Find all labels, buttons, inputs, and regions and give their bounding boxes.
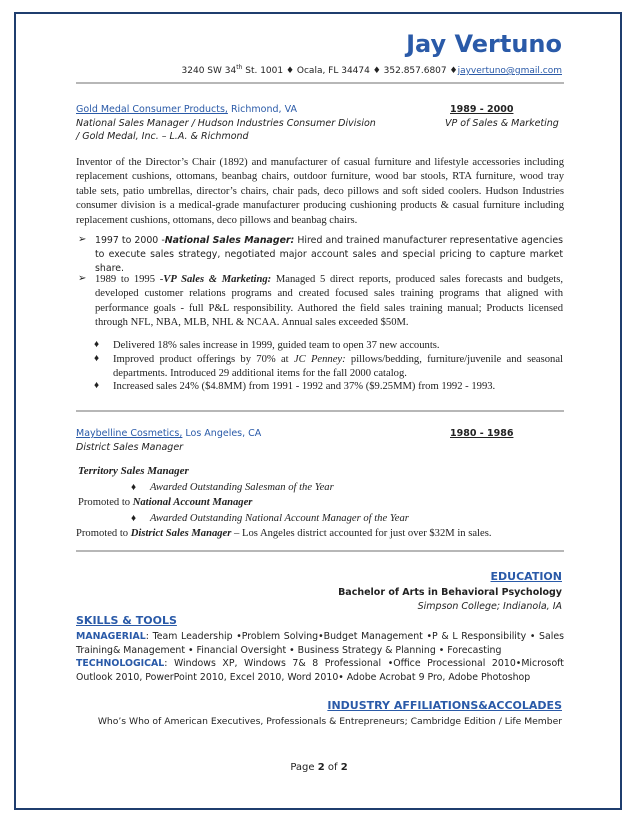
technological-label: TECHNOLOGICAL (76, 658, 165, 669)
technological-text: : Windows XP, Windows 7& 8 Professional •Office Processional 2010•Microsoft Outlook 2010, PowerPoint 2010, Excel 2010, Word 2010• Adobe Acrobat 9 Pro, Adobe Photoshop (76, 658, 564, 683)
job1-b1-text: Hired and trained manufacturer representative agencies to execute sales strategy, negotiated major account sales and special pricing to capture market share. (95, 235, 563, 274)
page-label: Page (290, 762, 318, 773)
job2-award2: Awarded Outstanding National Account Manager of the Year (150, 513, 409, 524)
header-divider (76, 82, 564, 84)
job2-promo2-pre: Promoted to (76, 528, 131, 539)
job1-sub2 (113, 353, 563, 382)
job1-dates: 1989 - 2000 (450, 104, 514, 115)
section-divider (76, 550, 564, 552)
arrow-bullet-icon: ➢ (78, 234, 87, 245)
job2-promo1-pre: Promoted to (78, 497, 133, 508)
job2-title: District Sales Manager (76, 442, 184, 453)
arrow-bullet-icon: ➢ (78, 273, 87, 284)
page-of: of (324, 762, 341, 773)
diamond-bullet-icon: ♦ (94, 339, 100, 350)
candidate-name: Jay Vertuno (406, 30, 562, 58)
diamond-bullet-icon: ♦ (131, 482, 137, 493)
job1-title-line2: / Gold Medal, Inc. – L.A. & Richmond (76, 131, 249, 142)
job1-sub2-c: pillows/bedding, furniture/juvenile and seasonal departments. Introduced 29 additional items for the fall 2000 catalog. (113, 354, 563, 380)
job1-b2-text: Managed 5 direct reports, produced sales forecasts and budgets, developed customer relations programs and created focused sales training programs that aligned with performance goals - full P&L responsibility. Authored the field sales training manual; Products licensed through NFL, NBA, MLB, NHL & NCAA. Annual sales exceeded $50M. (95, 274, 563, 329)
page-current: 2 (317, 762, 325, 773)
job2-role1: Territory Sales Manager (78, 465, 189, 477)
affiliations-text: Who’s Who of American Executives, Professionals & Entrepreneurs; Cambridge Edition / Life Member (97, 716, 562, 727)
job1-sub3: Increased sales 24% ($4.8MM) from 1991 - 1992 and 37% ($9.25MM) from 1992 - 1993. (113, 381, 496, 392)
page-number (0, 762, 638, 773)
address-rest: St. 1001 ♦ Ocala, FL 34474 ♦ 352.857.6807 ♦ (242, 66, 458, 76)
job2-promo2-role: District Sales Manager (130, 528, 232, 539)
job1-bullet1 (95, 234, 563, 276)
job1-sub2-a: Improved product offerings by 70% at (113, 354, 294, 365)
job1-company: Gold Medal Consumer Products, (76, 104, 228, 115)
job2-promo2 (76, 528, 491, 539)
page-total: 2 (340, 762, 348, 773)
job1-b2-prefix: 1989 to 1995 - (95, 274, 164, 285)
education-degree: Bachelor of Arts in Behavioral Psychology (338, 587, 562, 598)
job1-sub2-b: JC Penney: (293, 354, 346, 365)
contact-line (182, 64, 562, 76)
diamond-bullet-icon: ♦ (94, 380, 100, 391)
job2-location: Los Angeles, CA (182, 428, 262, 439)
job2-award1: Awarded Outstanding Salesman of the Year (150, 482, 334, 493)
managerial-label: MANAGERIAL (76, 631, 146, 642)
section-divider (76, 410, 564, 412)
job2-promo2-post: – Los Angeles district accounted for just over $32M in sales. (231, 528, 492, 539)
skills-heading: SKILLS & TOOLS (76, 614, 177, 627)
diamond-bullet-icon: ♦ (131, 513, 137, 524)
job1-company-line (76, 104, 297, 115)
job1-sub1: Delivered 18% sales increase in 1999, guided team to open 37 new accounts. (113, 340, 440, 351)
job2-company: Maybelline Cosmetics, (76, 428, 183, 439)
affiliations-heading: INDUSTRY AFFILIATIONS&ACCOLADES (327, 699, 562, 712)
job1-right-title: VP of Sales & Marketing (445, 118, 559, 129)
job2-dates: 1980 - 1986 (450, 428, 514, 439)
job2-promo1 (78, 497, 252, 508)
job2-company-line (76, 428, 261, 439)
job1-bullet2 (95, 273, 563, 331)
job2-promo1-role: National Account Manager (132, 497, 253, 508)
address: 3240 SW 34 (181, 66, 237, 76)
email-link[interactable]: jayvertuno@gmail.com (457, 66, 562, 76)
job1-b1-role: National Sales Manager: (164, 235, 295, 246)
job1-b2-role: VP Sales & Marketing: (163, 274, 272, 285)
job1-title-line1: National Sales Manager / Hudson Industries Consumer Division (76, 118, 376, 129)
managerial-text: : Team Leadership •Problem Solving•Budget Management •P & L Responsibility • Sales Training& Management • Financial Oversight • Business Strategy & Planning • Forecasting (76, 631, 564, 656)
diamond-bullet-icon: ♦ (94, 353, 100, 364)
job1-b1-prefix: 1997 to 2000 - (95, 235, 165, 246)
skills-managerial (76, 630, 564, 658)
job1-summary: Inventor of the Director’s Chair (1892) and manufacturer of casual furniture and lifestyle accessories including replacement cushions, ottomans, beanbag chairs, outdoor furniture, wood bar stools, RTA furniture, wood tray table sets, patio umbrellas, director’s chairs, chair pads, deco pillows and soft sided coolers. Hudson Industries consumer division is a medical-grade manufacturer producing cushioning products & casual furniture including replacement cushions, ottomans, deco pillows and beanbag chairs. (76, 157, 564, 226)
job1-location: Richmond, VA (227, 104, 297, 115)
skills-technological (76, 657, 564, 685)
education-heading: EDUCATION (490, 570, 562, 583)
education-school: Simpson College; Indianola, IA (417, 601, 562, 612)
address-suffix: th (236, 64, 243, 71)
